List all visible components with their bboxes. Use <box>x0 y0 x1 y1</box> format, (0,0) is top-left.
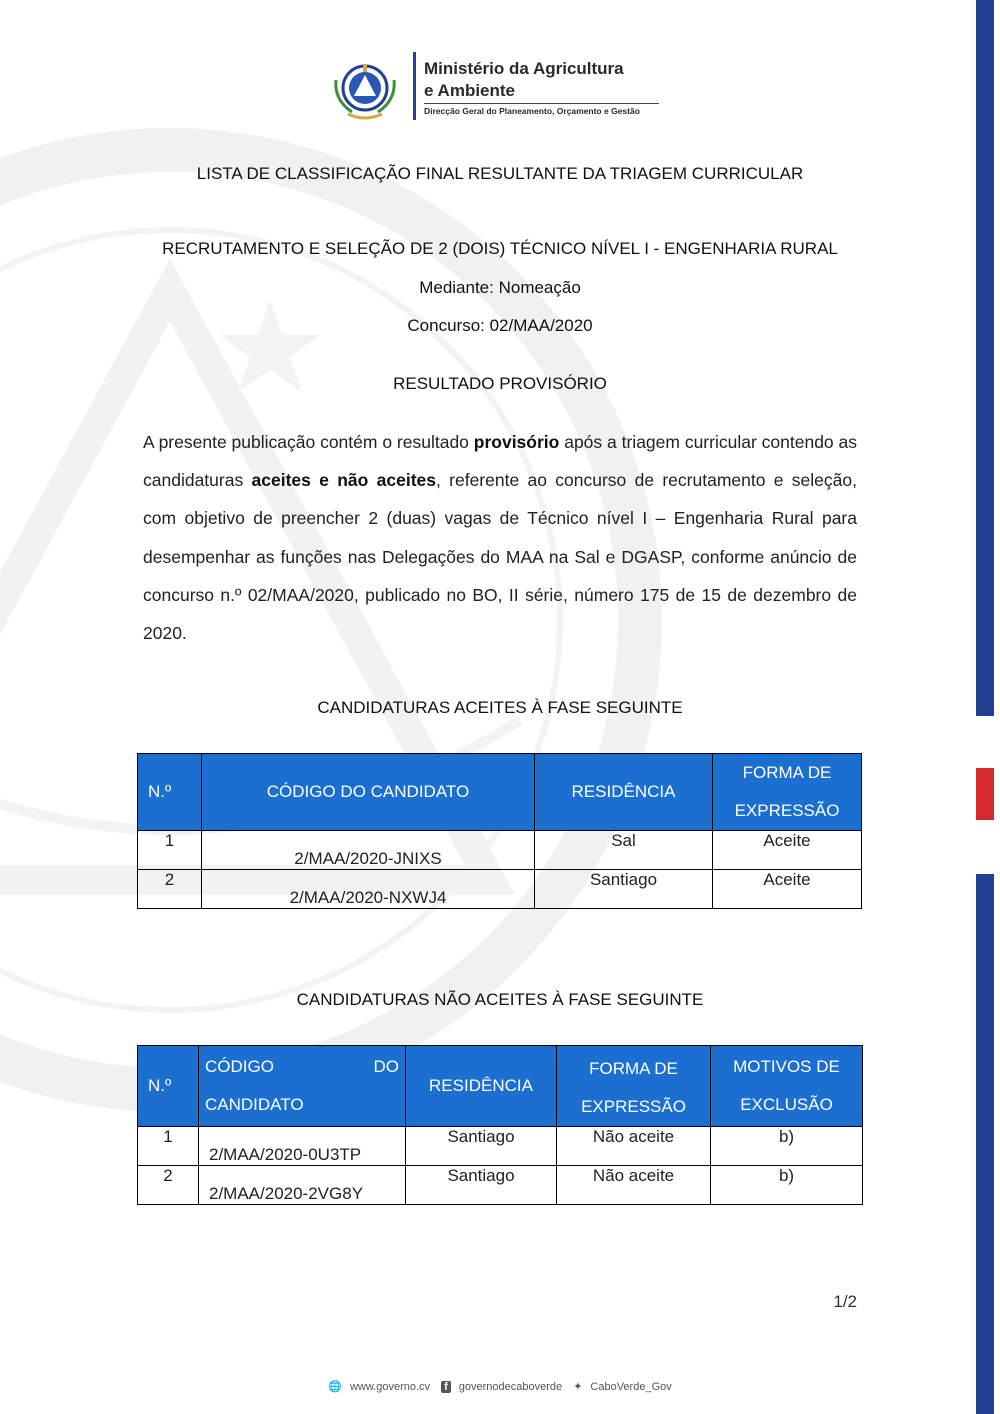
side-bar-red <box>976 768 994 820</box>
col-code: CÓDIGO DO CANDIDATO <box>202 754 535 831</box>
ministry-header <box>326 50 686 126</box>
paragraph-bold-accepted: aceites e não aceites <box>251 470 436 491</box>
candidate-residence: Sal <box>535 831 713 870</box>
ministry-name-line2: e Ambiente <box>424 81 516 100</box>
col-form-line2: EXPRESSÃO <box>734 801 840 820</box>
page-number: 1/2 <box>833 1292 857 1311</box>
contest-number: Concurso: 02/MAA/2020 <box>407 316 593 335</box>
table-row <box>138 870 862 909</box>
candidate-residence: Santiago <box>406 1127 557 1166</box>
twitter-link[interactable]: CaboVerde_Gov <box>590 1381 672 1393</box>
candidate-code: 2/MAA/2020-NXWJ4 <box>202 870 535 909</box>
table-header-row <box>138 754 862 831</box>
rejected-table <box>137 1045 863 1205</box>
table-row <box>138 1127 863 1166</box>
accepted-heading: CANDIDATURAS ACEITES À FASE SEGUINTE <box>317 698 683 717</box>
facebook-link[interactable]: governodecaboverde <box>458 1381 563 1393</box>
exclusion-reason: b) <box>711 1127 863 1166</box>
candidate-status: Aceite <box>713 831 862 870</box>
row-number: 1 <box>138 1127 199 1166</box>
col-code-word1: CÓDIGO <box>205 1057 274 1076</box>
nomination-mode: Mediante: Nomeação <box>419 278 581 297</box>
table-header-row <box>138 1046 863 1127</box>
side-bar-blue-bottom <box>976 874 994 1414</box>
side-bar-blue-top <box>976 0 994 716</box>
recruitment-title: RECRUTAMENTO E SELEÇÃO DE 2 (DOIS) TÉCNICO NÍVEL I - ENGENHARIA RURAL <box>162 239 838 258</box>
result-status: RESULTADO PROVISÓRIO <box>393 374 607 393</box>
col-reasons-line1: MOTIVOS DE <box>733 1057 840 1076</box>
ministry-underline <box>424 103 659 104</box>
candidate-code: 2/MAA/2020-JNIXS <box>202 831 535 870</box>
candidate-residence: Santiago <box>406 1166 557 1205</box>
candidate-status: Não aceite <box>557 1127 711 1166</box>
rejected-heading: CANDIDATURAS NÃO ACEITES À FASE SEGUINTE <box>296 990 704 1009</box>
footer <box>0 1380 1000 1393</box>
col-form-line2: EXPRESSÃO <box>581 1097 686 1116</box>
col-number: N.º <box>138 1046 199 1127</box>
paragraph-part3: , referente ao concurso de recrutamento e seleção, com objetivo de preencher 2 (duas) vagas de Técnico nível I – Engenharia Rural para desempenhar as funções nas Delegações do MAA na Sal e DGASP, conforme anúncio de concurso n.º 02/MAA/2020, publicado no BO, II série, número 175 de 15 de dezembro de 2020. <box>143 470 857 644</box>
facebook-icon: f <box>441 1381 451 1393</box>
website-link[interactable]: www.governo.cv <box>349 1381 431 1393</box>
col-code-word3: CANDIDATO <box>205 1095 304 1114</box>
ministry-department: Direcção Geral do Planeamento, Orçamento e Gestão <box>424 106 640 116</box>
globe-icon: 🌐 <box>328 1381 342 1393</box>
col-form <box>713 754 862 831</box>
candidate-status: Não aceite <box>557 1166 711 1205</box>
paragraph-bold-provisional: provisório <box>473 432 560 452</box>
col-form <box>557 1046 711 1127</box>
paragraph-part2: após a triagem curricular contendo as candidaturas <box>143 432 857 491</box>
header-divider <box>413 52 416 120</box>
col-residence: RESIDÊNCIA <box>535 754 713 831</box>
col-code-line1 <box>205 1048 399 1086</box>
ministry-name-line1: Ministério da Agricultura <box>424 59 624 78</box>
document-title: LISTA DE CLASSIFICAÇÃO FINAL RESULTANTE DA TRIAGEM CURRICULAR <box>196 164 804 183</box>
table-row <box>138 1166 863 1205</box>
row-number: 1 <box>138 831 202 870</box>
col-code <box>199 1046 406 1127</box>
intro-paragraph <box>143 423 857 652</box>
col-residence: RESIDÊNCIA <box>406 1046 557 1127</box>
col-number: N.º <box>138 754 202 831</box>
candidate-code: 2/MAA/2020-0U3TP <box>199 1127 406 1166</box>
col-code-word2: DO <box>373 1057 399 1076</box>
candidate-code: 2/MAA/2020-2VG8Y <box>199 1166 406 1205</box>
accepted-table <box>137 753 862 909</box>
row-number: 2 <box>138 870 202 909</box>
col-reasons-line2: EXCLUSÃO <box>740 1095 833 1114</box>
table-row <box>138 831 862 870</box>
cabo-verde-coat-of-arms-icon <box>326 56 404 124</box>
candidate-residence: Santiago <box>535 870 713 909</box>
row-number: 2 <box>138 1166 199 1205</box>
twitter-icon: ✦ <box>573 1381 583 1393</box>
col-form-line1: FORMA DE <box>742 763 832 782</box>
exclusion-reason: b) <box>711 1166 863 1205</box>
candidate-status: Aceite <box>713 870 862 909</box>
col-reasons <box>711 1046 863 1127</box>
paragraph-part1: A presente publicação contém o resultado <box>143 432 474 452</box>
col-form-line1: FORMA DE <box>589 1059 678 1078</box>
